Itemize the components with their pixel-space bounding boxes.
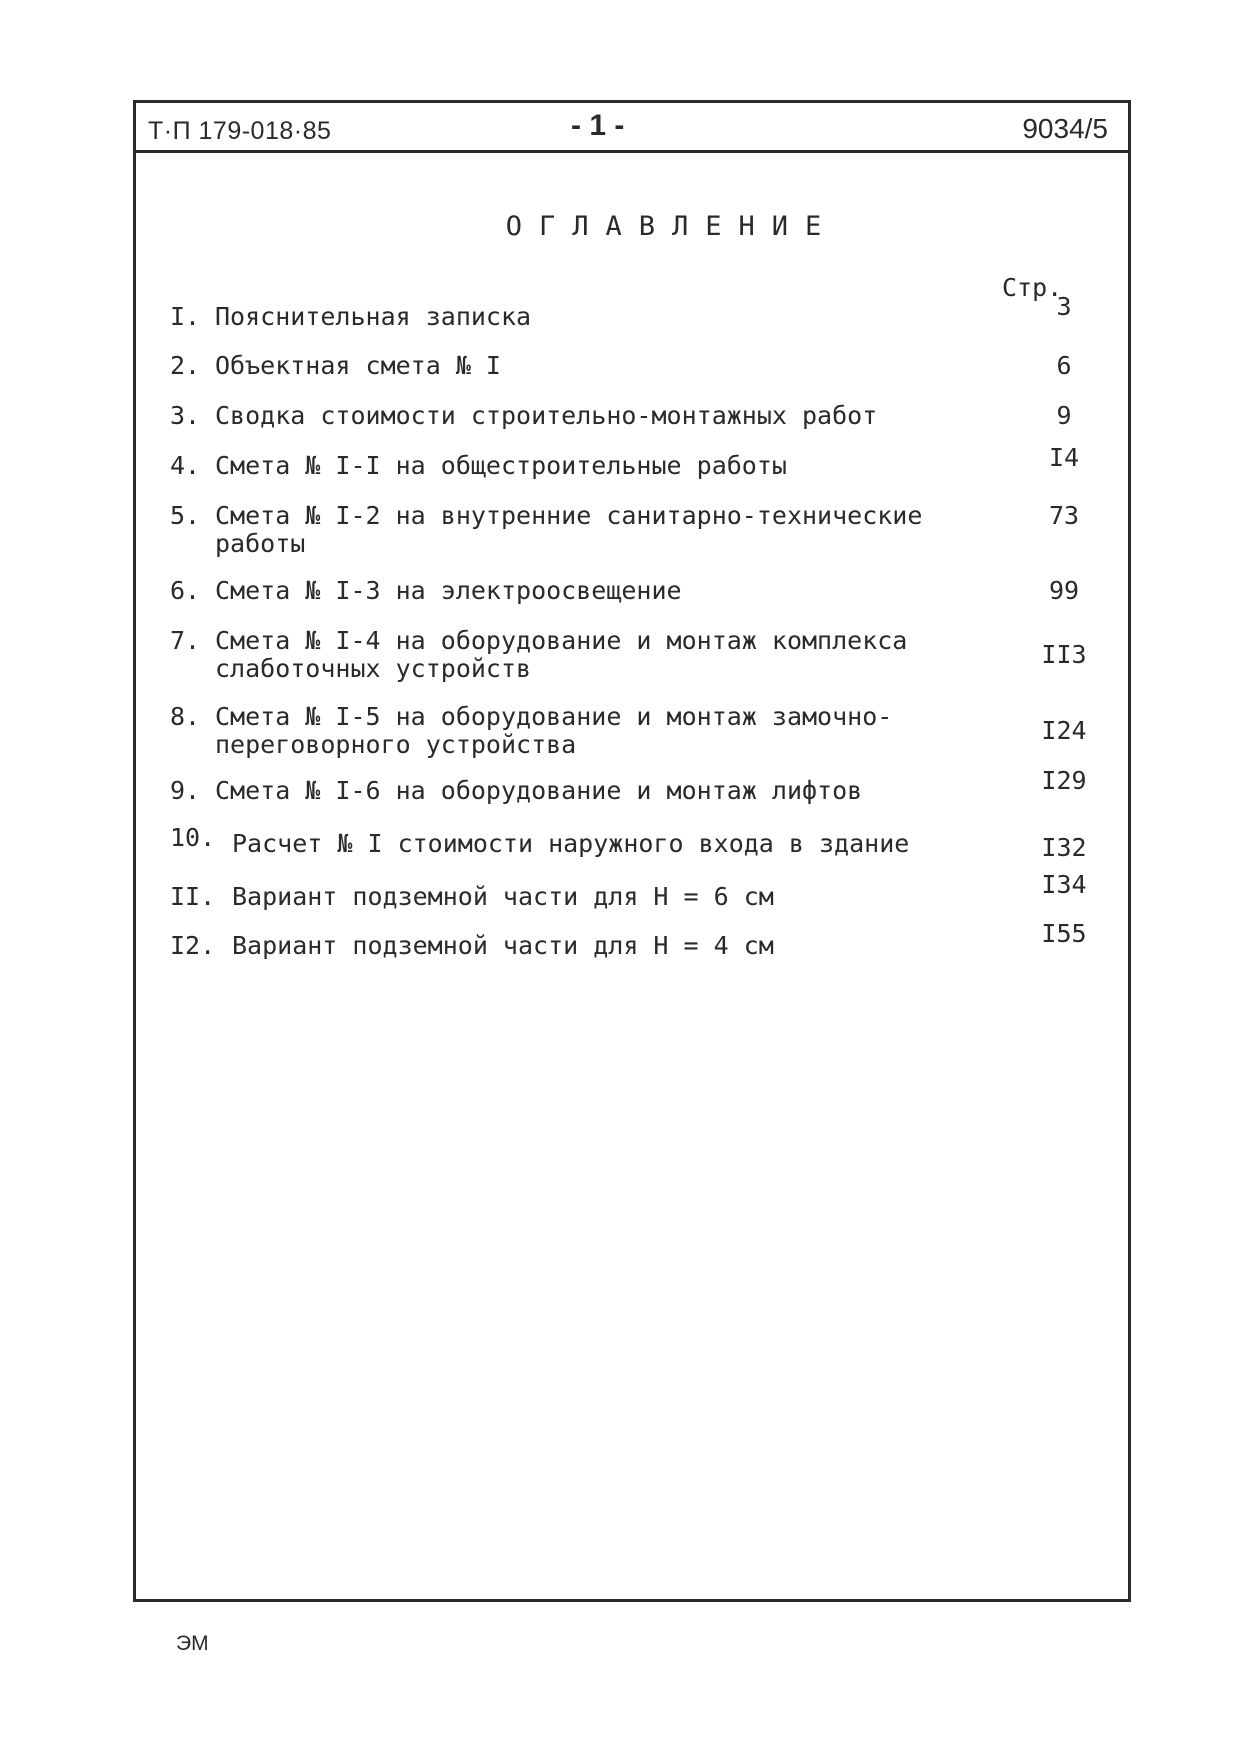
toc-entry-page: 3: [1056, 292, 1072, 321]
footer-mark: ЭМ: [176, 1632, 209, 1655]
toc-entry-number: 7.: [170, 626, 201, 655]
toc-entry-page: I29: [1041, 766, 1087, 795]
toc-entry-number: 9.: [170, 776, 201, 805]
page-title: ОГЛАВЛЕНИЕ: [505, 211, 839, 242]
toc-entry-number: 8.: [170, 702, 201, 731]
page-column-label: Стр.: [1002, 273, 1063, 302]
toc-entry-number: 2.: [170, 351, 201, 380]
toc-entry-number: 3.: [170, 401, 201, 430]
toc-entry-title: Расчет № I стоимости наружного входа в здание: [232, 829, 910, 858]
toc-entry-page: I32: [1041, 833, 1087, 862]
toc-entry-number: II.: [170, 882, 216, 911]
table-of-contents: [136, 103, 1128, 1599]
toc-entry-title: Смета № I-3 на электроосвещение: [215, 576, 682, 605]
toc-entry-page: I24: [1041, 716, 1087, 745]
toc-entry-number: 4.: [170, 451, 201, 480]
toc-entry-page: I4: [1048, 443, 1080, 472]
toc-entry-title: Смета № I-I на общестроительные работы: [215, 451, 787, 480]
toc-entry-title: Смета № I-5 на оборудование и монтаж замочно- переговорного устройства: [215, 702, 893, 759]
sheet-frame: [133, 100, 1131, 1602]
page-number: - 1 -: [571, 109, 625, 142]
toc-entry-number: 10.: [170, 823, 216, 852]
toc-entry-number: I2.: [170, 931, 216, 960]
toc-entry-page: 6: [1056, 351, 1072, 380]
toc-entry-number: 6.: [170, 576, 201, 605]
toc-entry-page: 73: [1048, 501, 1080, 530]
toc-entry-page: II3: [1041, 640, 1087, 669]
toc-entry-number: I.: [170, 302, 201, 331]
toc-entry-page: I34: [1041, 870, 1087, 899]
toc-entry-title: Объектная смета № I: [215, 351, 501, 380]
toc-entry-title: Смета № I-4 на оборудование и монтаж комплекса слаботочных устройств: [215, 626, 908, 683]
toc-entry-page: 9: [1056, 401, 1072, 430]
toc-entry-page: 99: [1048, 576, 1080, 605]
toc-entry-title: Сводка стоимости строительно-монтажных работ: [215, 401, 878, 430]
document-code: Т·П 179-018·85: [148, 117, 332, 145]
toc-entry-page: I55: [1041, 919, 1087, 948]
toc-entry-number: 5.: [170, 501, 201, 530]
toc-entry-title: Вариант подземной части для Н = 6 см: [232, 882, 774, 911]
toc-entry-title: Смета № I-2 на внутренние санитарно-технические работы: [215, 501, 923, 558]
toc-entry-title: Пояснительная записка: [215, 302, 532, 331]
toc-entry-title: Смета № I-6 на оборудование и монтаж лифтов: [215, 776, 863, 805]
archive-number: 9034/5: [1022, 113, 1108, 144]
toc-entry-title: Вариант подземной части для Н = 4 см: [232, 931, 774, 960]
